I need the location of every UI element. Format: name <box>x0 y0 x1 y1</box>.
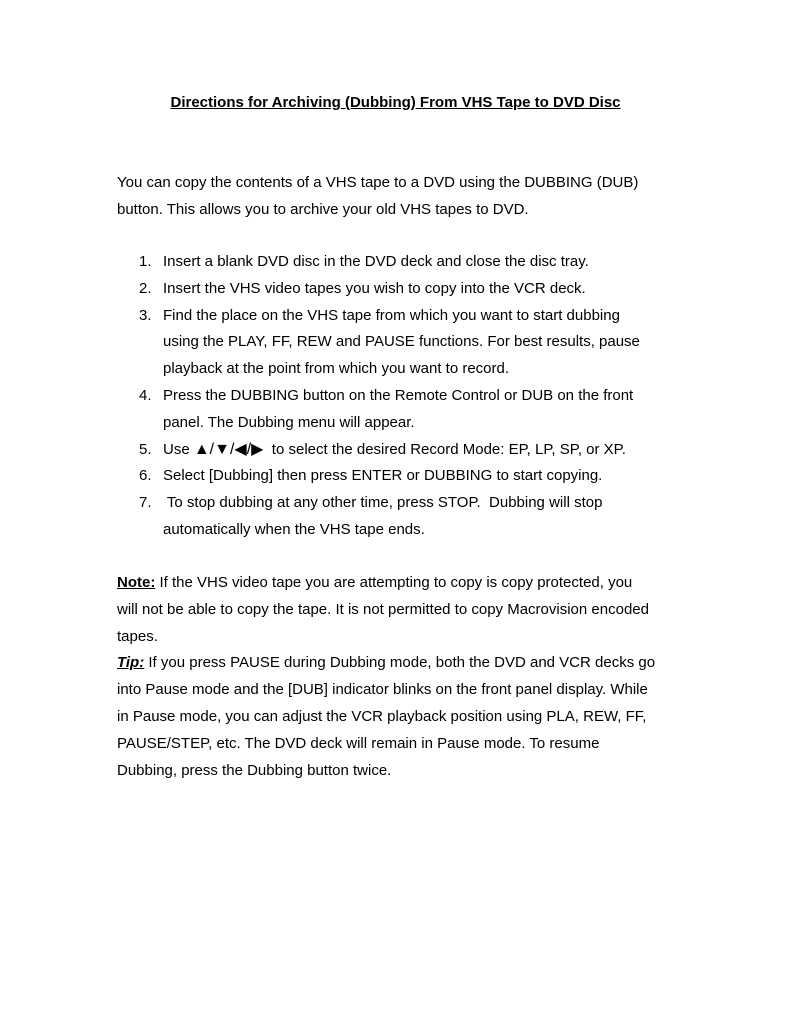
step-line: Insert the VHS video tapes you wish to copy into the VCR deck. <box>163 279 586 297</box>
tip-line <box>117 649 687 676</box>
intro-line: You can copy the contents of a VHS tape to a DVD using the DUBBING (DUB) <box>117 174 639 191</box>
note-label: Note: <box>117 574 156 591</box>
step-line: To stop dubbing at any other time, press STOP. Dubbing will stop <box>163 494 603 512</box>
tip-line: PAUSE/STEP, etc. The DVD deck will remain in Pause mode. To resume <box>117 735 600 752</box>
step-line: panel. The Dubbing menu will appear. <box>163 413 415 431</box>
step-line: Press the DUBBING button on the Remote Control or DUB on the front <box>163 386 634 404</box>
steps-list <box>117 249 697 544</box>
note-line: will not be able to copy the tape. It is not permitted to copy Macrovision encoded <box>117 601 649 618</box>
page-title: Directions for Archiving (Dubbing) From VHS Tape to DVD Disc <box>170 94 621 111</box>
intro-paragraph <box>117 169 687 223</box>
tip-line: Dubbing, press the Dubbing button twice. <box>117 762 392 779</box>
step-line: playback at the point from which you want to record. <box>163 360 510 378</box>
step-item <box>117 463 697 490</box>
step-line <box>163 437 697 464</box>
note-paragraph <box>117 569 687 650</box>
step-line: Insert a blank DVD disc in the DVD deck and close the disc tray. <box>163 253 589 270</box>
intro-line: button. This allows you to archive your old VHS tapes to DVD. <box>117 201 529 218</box>
tip-text: If you press PAUSE during Dubbing mode, both the DVD and VCR decks go <box>144 654 656 671</box>
note-line: tapes. <box>117 628 158 645</box>
note-line <box>117 569 687 596</box>
step-item <box>117 249 697 276</box>
step-number: 5. <box>139 440 152 458</box>
step-line: Find the place on the VHS tape from which you want to start dubbing <box>163 306 620 324</box>
step-number: 6. <box>139 467 152 485</box>
step-text: Use <box>163 440 194 458</box>
step-item <box>117 437 697 464</box>
step-number: 1. <box>139 253 152 270</box>
note-text: If the VHS video tape you are attempting to copy is copy protected, you <box>155 574 633 591</box>
tip-line: in Pause mode, you can adjust the VCR playback position using PLA, REW, FF, <box>117 708 647 725</box>
step-number: 3. <box>139 306 152 324</box>
step-item <box>117 303 697 383</box>
step-line: automatically when the VHS tape ends. <box>163 520 425 538</box>
tip-line: into Pause mode and the [DUB] indicator blinks on the front panel display. While <box>117 681 648 698</box>
tip-paragraph <box>117 649 687 784</box>
arrow-keys-icon: ▲/▼/◀/▶ <box>193 440 264 458</box>
step-item <box>117 490 697 544</box>
step-number: 7. <box>139 494 152 512</box>
step-item <box>117 383 697 437</box>
step-number: 2. <box>139 279 152 297</box>
step-item <box>117 276 697 303</box>
step-line: Select [Dubbing] then press ENTER or DUBBING to start copying. <box>163 467 603 485</box>
step-text: to select the desired Record Mode: EP, LP, SP, or XP. <box>263 440 626 458</box>
step-number: 4. <box>139 386 152 404</box>
step-line: using the PLAY, FF, REW and PAUSE functions. For best results, pause <box>163 333 640 351</box>
tip-label: Tip: <box>117 654 145 671</box>
